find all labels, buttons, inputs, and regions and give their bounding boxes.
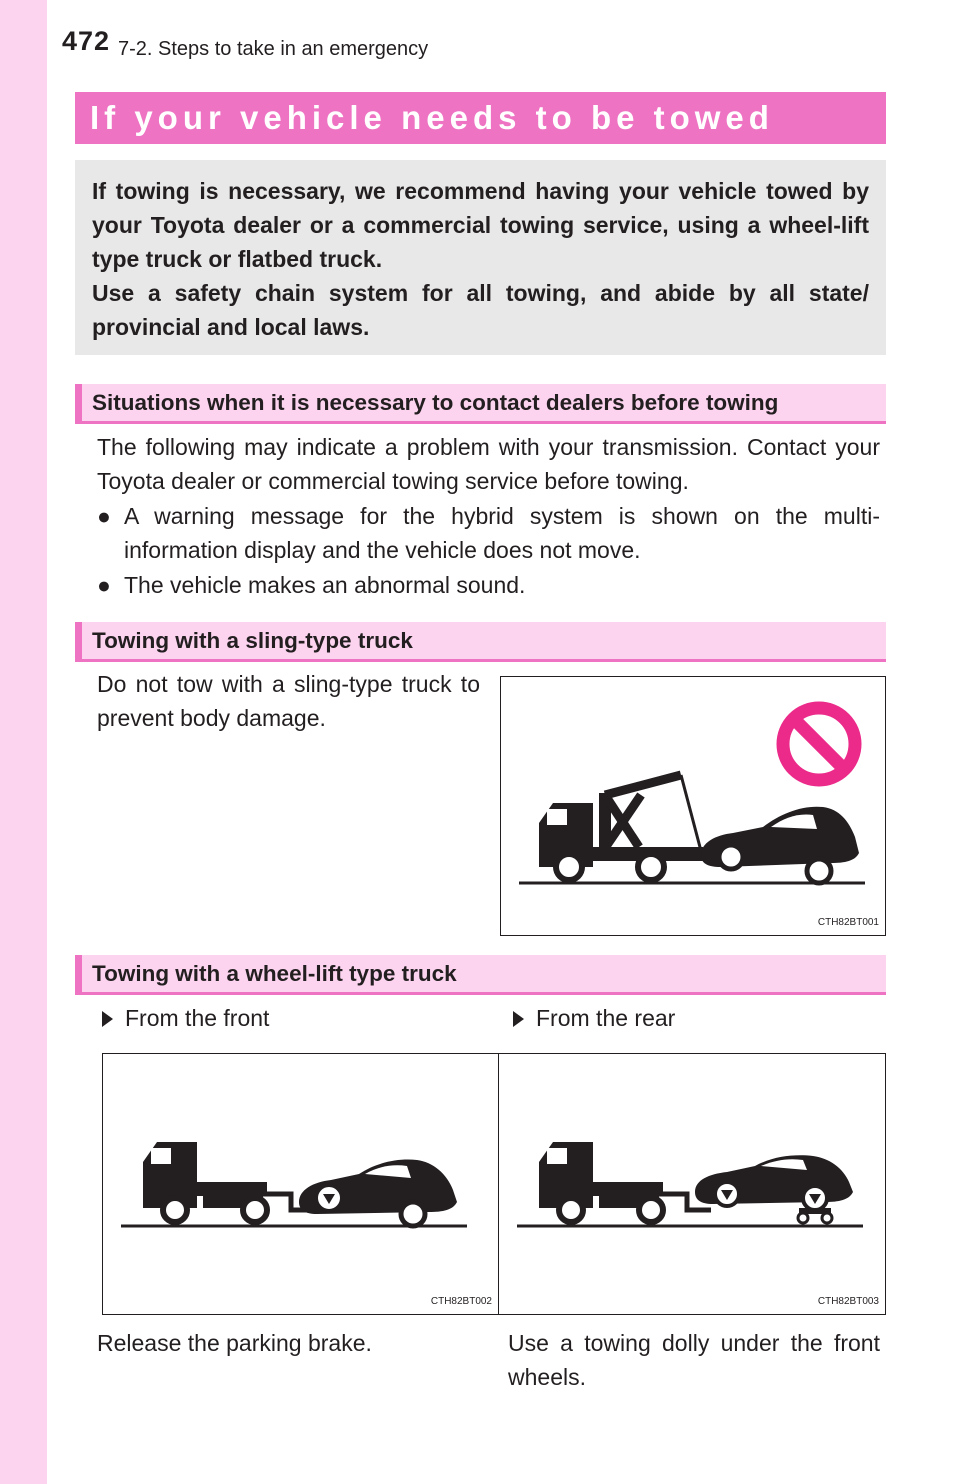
intro-paragraph-1: If towing is necessary, we recommend having your vehicle towed by your Toyota dealer or a commercial towing service, using a wheel-lift type truck or flatbed truck. bbox=[92, 178, 869, 272]
bullet-text: The vehicle makes an abnormal sound. bbox=[124, 572, 526, 598]
chapter-side-strip bbox=[0, 0, 47, 1484]
chapter-title: 7-2. Steps to take in an emergency bbox=[118, 38, 429, 60]
bullet-text: A warning message for the hybrid system is shown on the multi-information display and the vehicle does not move. bbox=[124, 503, 880, 563]
contact-body: The following may indicate a problem with your transmission. Contact your Toyota dealer or commercial towing service before towing. bbox=[97, 434, 880, 494]
intro-box bbox=[75, 160, 886, 355]
figure-code: CTH82BT001 bbox=[817, 917, 879, 928]
sub-heading-front-label: From the front bbox=[125, 1005, 270, 1031]
bullet-icon: ● bbox=[97, 503, 111, 529]
sling-truck-figure bbox=[500, 676, 886, 936]
sling-truck-illustration bbox=[501, 677, 887, 937]
figure-code: CTH82BT002 bbox=[430, 1296, 492, 1307]
front-tow-illustration bbox=[103, 1054, 500, 1316]
triangle-right-icon bbox=[102, 1011, 113, 1027]
front-caption: Release the parking brake. bbox=[97, 1330, 372, 1356]
section-heading-sling: Towing with a sling-type truck bbox=[75, 622, 886, 662]
intro-paragraph-2: Use a safety chain system for all towing, and abide by all state/ provincial and local laws. bbox=[92, 280, 869, 340]
page-number: 472 bbox=[62, 26, 111, 56]
sling-body: Do not tow with a sling-type truck to prevent body damage. bbox=[97, 671, 480, 731]
front-tow-figure bbox=[102, 1053, 499, 1315]
sub-heading-rear-label: From the rear bbox=[536, 1005, 676, 1031]
bullet-icon: ● bbox=[97, 572, 111, 598]
page-title: If your vehicle needs to be towed bbox=[75, 92, 886, 144]
sub-heading-rear bbox=[513, 1005, 675, 1032]
bullet-item bbox=[97, 568, 880, 602]
prohibition-icon bbox=[783, 708, 855, 780]
section-heading-contact: Situations when it is necessary to contact dealers before towing bbox=[75, 384, 886, 424]
rear-tow-illustration bbox=[499, 1054, 887, 1316]
rear-tow-figure bbox=[498, 1053, 886, 1315]
sub-heading-front bbox=[102, 1005, 269, 1032]
bullet-item bbox=[97, 499, 880, 567]
rear-caption: Use a towing dolly under the front wheels. bbox=[508, 1330, 880, 1390]
section-heading-wheel-lift: Towing with a wheel-lift type truck bbox=[75, 955, 886, 995]
figure-code: CTH82BT003 bbox=[817, 1296, 879, 1307]
triangle-right-icon bbox=[513, 1011, 524, 1027]
